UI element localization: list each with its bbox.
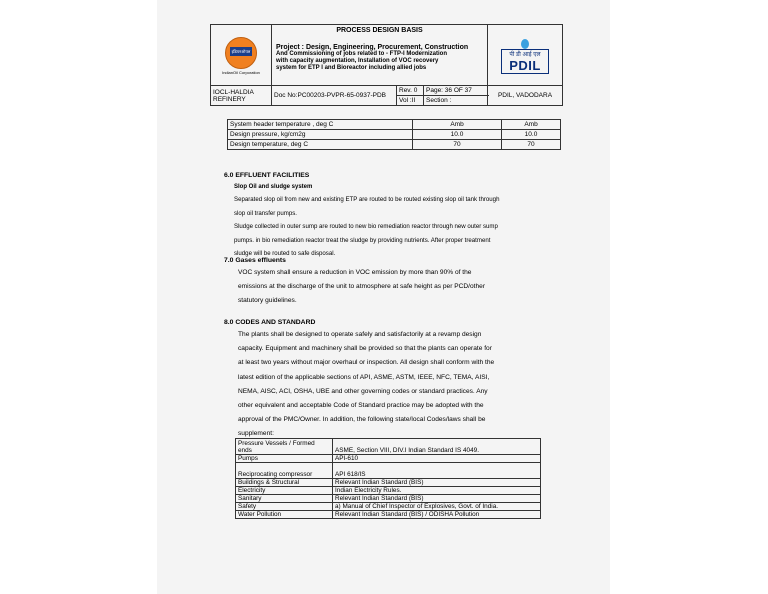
indianoil-logo-text: इंडियनऑयल: [231, 49, 251, 54]
table-row: Pressure Vessels / Formed ends ASME, Section VIII, DIV.I Indian Standard IS 4049.: [236, 439, 541, 455]
table-row: Pumps API-610: [236, 455, 541, 463]
design-conditions-table: [227, 119, 561, 150]
table-row: System header temperature , deg C Amb Amb: [228, 120, 561, 130]
section-6-subheading: Slop Oil and sludge system: [234, 184, 313, 190]
project-description: Project : Design, Engineering, Procurement, Construction And Commissioning of jobs related to - FTP-I Modernization with capacity augmentation, Installation of VOC recovery system for ETP I and Bioreactor including allied jobs: [276, 44, 469, 71]
doc-number: Doc No:PC00203-PVPR-65-0937-PDB: [272, 86, 397, 106]
pdil-logo-cell: [488, 25, 563, 86]
table-row: Buildings & Structural Relevant Indian Standard (BIS): [236, 479, 541, 487]
table-row: Water Pollution Relevant Indian Standard (BIS) / ODISHA Pollution: [236, 511, 541, 519]
indianoil-caption: IndianOil Corporation: [222, 70, 260, 75]
table-row: Design temperature, deg C 70 70: [228, 140, 561, 150]
table-row: Safety a) Manual of Chief Inspector of Explosives, Govt. of India.: [236, 503, 541, 511]
section-6-heading: 6.0 EFFLUENT FACILITIES: [224, 172, 310, 179]
contractor-name: PDIL, VADODARA: [488, 86, 563, 106]
document-title: PROCESS DESIGN BASIS: [336, 27, 423, 34]
table-row: Reciprocating compressor API 618/IS: [236, 463, 541, 479]
table-row: Sanitary Relevant Indian Standard (BIS): [236, 495, 541, 503]
project-cell: [272, 25, 488, 86]
page-number: Page: 36 OF 37: [424, 86, 488, 96]
section-7-body: VOC system shall ensure a reduction in VOC emission by more than 90% of the emissions at the discharge of the unit to atmosphere at safe height as per PCD/other statutory guidelines.: [238, 269, 486, 305]
codes-standards-table: [235, 438, 541, 519]
section-6-body: Separated slop oil from new and existing ETP are routed to be routed existing slop oil tank through slop oil transfer pumps. Sludge collected in outer sump are routed to new bio remediation reactor through new outer sump pumps. in bio remediation reactor treat the sludge by providing nutrients. After proper treatment sludge will be routed to safe disposal.: [234, 196, 500, 257]
section-label: Section :: [424, 96, 488, 106]
ioc-logo-cell: [211, 25, 272, 86]
table-row: Design pressure, kg/cm2g 10.0 10.0: [228, 130, 561, 140]
table-row: Electricity Indian Electricity Rules.: [236, 487, 541, 495]
pdil-logo: पी डी आई एल PDIL: [501, 49, 549, 74]
section-7-heading: 7.0 Gases effluents: [224, 257, 286, 264]
section-8-body: The plants shall be designed to operate safely and satisfactorily at a revamp design capacity. Equipment and machinery shall be provided so that the plants can operate for at least two years without major overhaul or inspection. All design shall conform with the latest edition of the applicable sections of API, ASME, ASTM, IEEE, NFC, TEMA, AISI, NEMA, AISC, ACI, OSHA, UBE and other governing codes or standard practices. Any other equivalent and acceptable Code of Standard practice may be adopted with the approval of the PMC/Owner. In addition, the following state/local Codes/laws shall be supplement:: [238, 331, 495, 438]
pdil-drop-icon: [521, 39, 529, 49]
client-name: IOCL-HALDIA REFINERY: [211, 86, 272, 106]
revision: Rev. 0: [397, 86, 424, 96]
volume: Vol :II: [397, 96, 424, 106]
indianoil-logo: [225, 37, 257, 69]
section-8-heading: 8.0 CODES AND STANDARD: [224, 319, 316, 326]
document-header: [210, 24, 563, 106]
